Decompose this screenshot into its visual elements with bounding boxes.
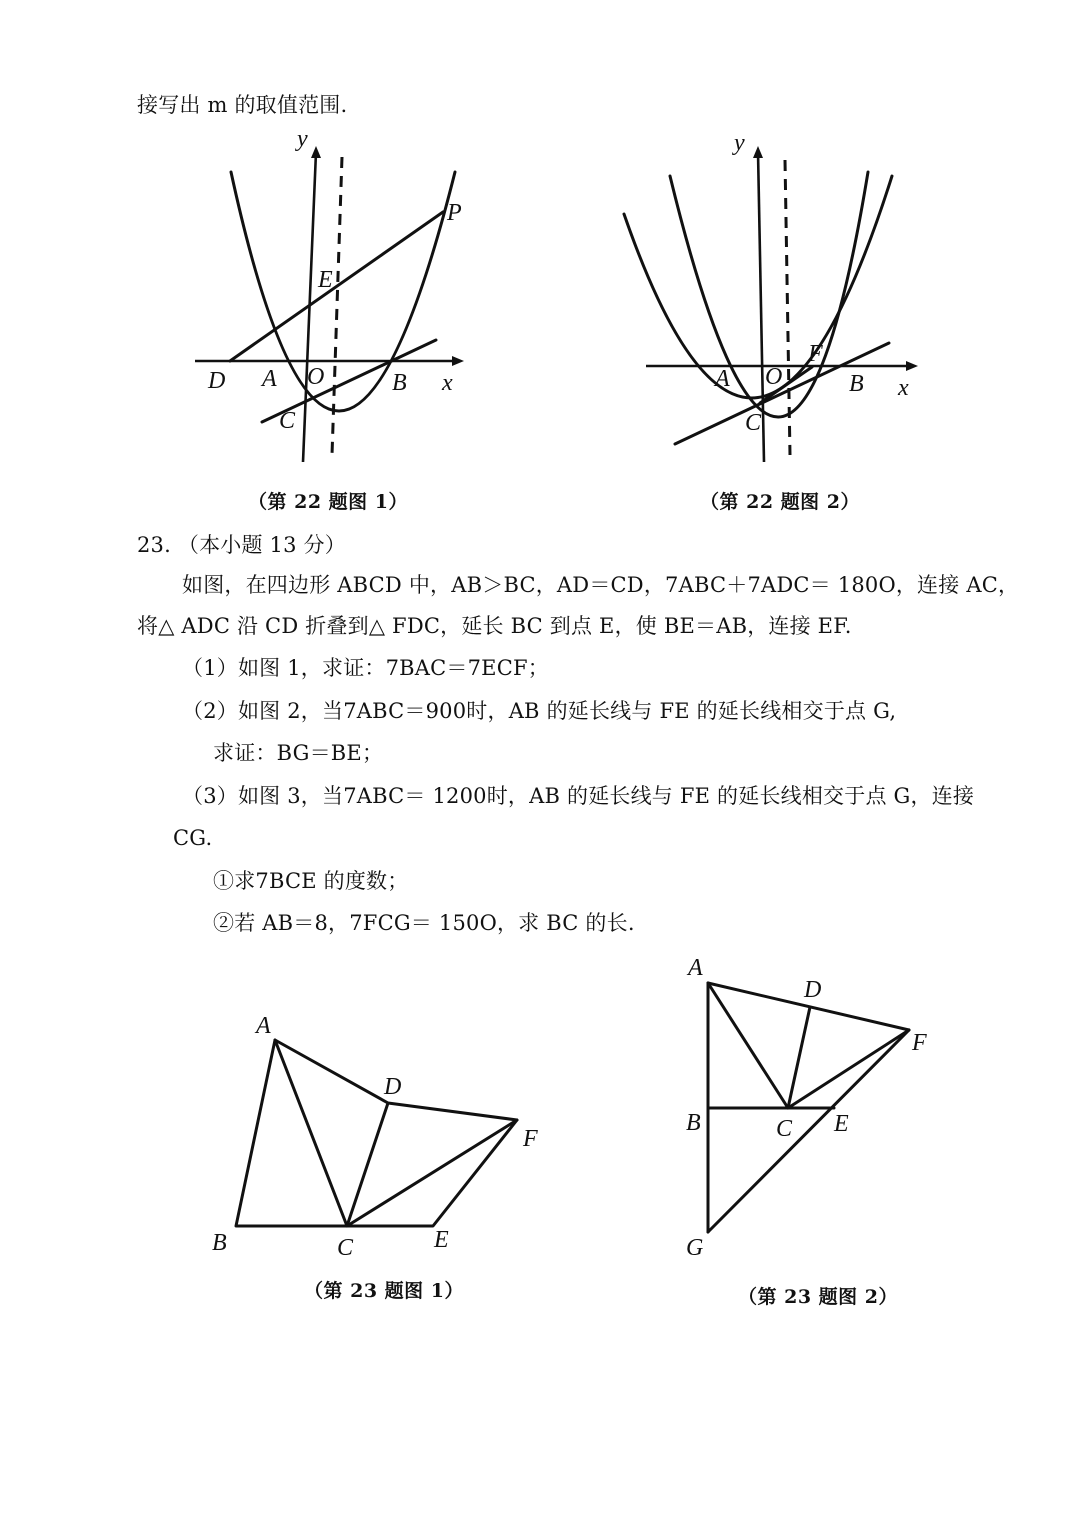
label-F: F [808,341,823,367]
label-x: x [442,370,453,396]
problem-23-part-2a: （2）如图 2，当7ABC＝900时，AB 的延长线与 FE 的延长线相交于点 G, [182,699,897,723]
label-y: y [734,130,745,156]
continuation-text: 接写出 m 的取值范围. [137,93,348,117]
label-A: A [688,955,703,981]
caption-22-2: （第 22 题图 2） [700,491,861,513]
label-C: C [337,1235,354,1261]
problem-23-stem-2: 将△ ADC 沿 CD 折叠到△ FDC，延长 BC 到点 E，使 BE＝AB，连接 EF. [137,614,852,638]
caption-23-1: （第 23 题图 1） [304,1280,465,1302]
label-F: F [523,1126,538,1152]
label-C: C [776,1116,793,1142]
problem-23-part-2b: 求证：BG＝BE； [213,741,384,765]
label-F: F [912,1030,927,1056]
label-C: C [279,408,296,434]
problem-23-part-3a: （3）如图 3，当7ABC＝ 1200时，AB 的延长线与 FE 的延长线相交于点 G，连接 [182,784,975,808]
problem-23-part-1: （1）如图 1，求证：7BAC＝7ECF； [182,656,549,680]
segment-DC [788,1007,810,1108]
label-B: B [849,371,864,397]
label-B: B [686,1110,701,1136]
label-B: B [212,1230,227,1256]
label-x: x [898,375,909,401]
label-O: O [307,364,325,390]
problem-23-sub-2: ②若 AB＝8，7FCG＝ 150O，求 BC 的长. [213,911,635,935]
label-P: P [447,200,462,226]
label-D: D [384,1074,402,1100]
label-y: y [297,126,308,152]
segment-AC [708,983,788,1108]
segment-FG [708,1030,909,1232]
label-C: C [745,410,762,436]
caption-23-2: （第 23 题图 2） [738,1286,899,1308]
label-O: O [765,364,783,390]
label-E: E [434,1227,449,1253]
label-E: E [834,1111,849,1137]
problem-23-header: 23. （本小题 13 分） [137,533,346,557]
problem-23-sub-1: ①求7BCE 的度数； [213,869,409,893]
label-E: E [318,267,333,293]
label-B: B [392,370,407,396]
label-A: A [256,1013,271,1039]
label-A: A [262,366,277,392]
label-A: A [715,366,730,392]
label-G: G [686,1235,704,1261]
problem-23-stem-1: 如图，在四边形 ABCD 中，AB＞BC，AD＝CD，7ABC＋7ADC＝ 180O，连接 AC， [182,573,1020,597]
caption-22-1: （第 22 题图 1） [248,491,409,513]
label-D: D [208,368,226,394]
label-D: D [804,977,822,1003]
problem-23-part-3b: CG. [173,826,213,850]
segment-FC [788,1030,909,1108]
